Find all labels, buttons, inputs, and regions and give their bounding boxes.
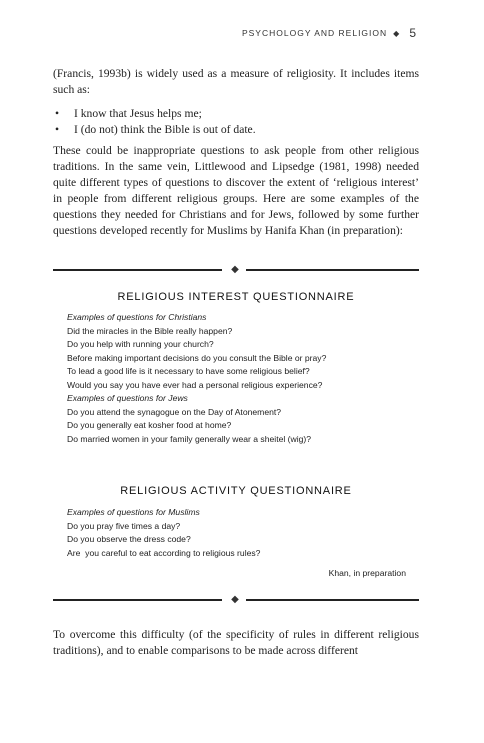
question-item: Did the miracles in the Bible really happen? [67,325,233,336]
diamond-ornament-icon: ◆ [231,264,239,275]
list-item: • I know that Jesus helps me; [53,106,419,122]
christians-subheading: Examples of questions for Christians [67,312,207,322]
attribution: Khan, in preparation [328,568,406,578]
question-item: Are you careful to eat according to religious rules? [67,547,261,558]
page-number: 5 [409,26,416,40]
muslims-subheading: Examples of questions for Muslims [67,507,200,517]
running-head-title: PSYCHOLOGY AND RELIGION [241,28,388,38]
question-item: Before making important decisions do you consult the Bible or pray? [67,352,327,363]
divider-line-right [246,599,419,601]
box-top-divider [53,264,419,276]
question-item: Do you observe the dress code? [67,534,191,544]
example-items-list [53,106,419,138]
intro-paragraph: (Francis, 1993b) is widely used as a measure of religiosity. It includes items such as: [53,67,419,96]
interest-questionnaire-title: RELIGIOUS INTEREST QUESTIONNAIRE [117,291,355,303]
closing-paragraph: To overcome this difficulty (of the specificity of rules in different religious traditions), and to enable comparisons to be made across different [53,628,419,657]
activity-questions [67,506,427,560]
divider-line-left [53,269,222,271]
interest-questions [67,311,427,446]
question-item: To lead a good life is it necessary to have some religious belief? [67,366,310,376]
question-item: Do you attend the synagogue on the Day of Atonement? [67,406,282,417]
running-header [242,26,416,40]
question-item: Do you pray five times a day? [67,520,181,531]
activity-questionnaire-title: RELIGIOUS ACTIVITY QUESTIONNAIRE [120,485,352,497]
divider-line-left [53,599,222,601]
question-item: Do married women in your family generally wear a sheitel (wig)? [67,433,312,444]
question-item: Do you generally eat kosher food at home? [67,420,232,430]
main-paragraph: These could be inappropriate questions to ask people from other religious traditions. In the same vein, Littlewood and Lipsedge (1981, 1998) needed quite different types of questions to discover the extent of ‘religious interest’ in people from different religious groups. Here are some examples of the questions they needed for Christians and for Jews, followed by some further questions developed recently for Muslims by Hanifa Khan (in preparation): [53,144,419,237]
divider-line-right [246,269,419,271]
list-item: • I (do not) think the Bible is out of date. [53,122,419,138]
diamond-ornament-icon: ◆ [231,594,239,605]
question-item: Would you say you have ever had a personal religious experience? [67,379,323,390]
box-bottom-divider [53,594,419,606]
question-item: Do you help with running your church? [67,339,214,349]
diamond-separator-icon: ◆ [393,28,401,38]
jews-subheading: Examples of questions for Jews [67,393,188,403]
